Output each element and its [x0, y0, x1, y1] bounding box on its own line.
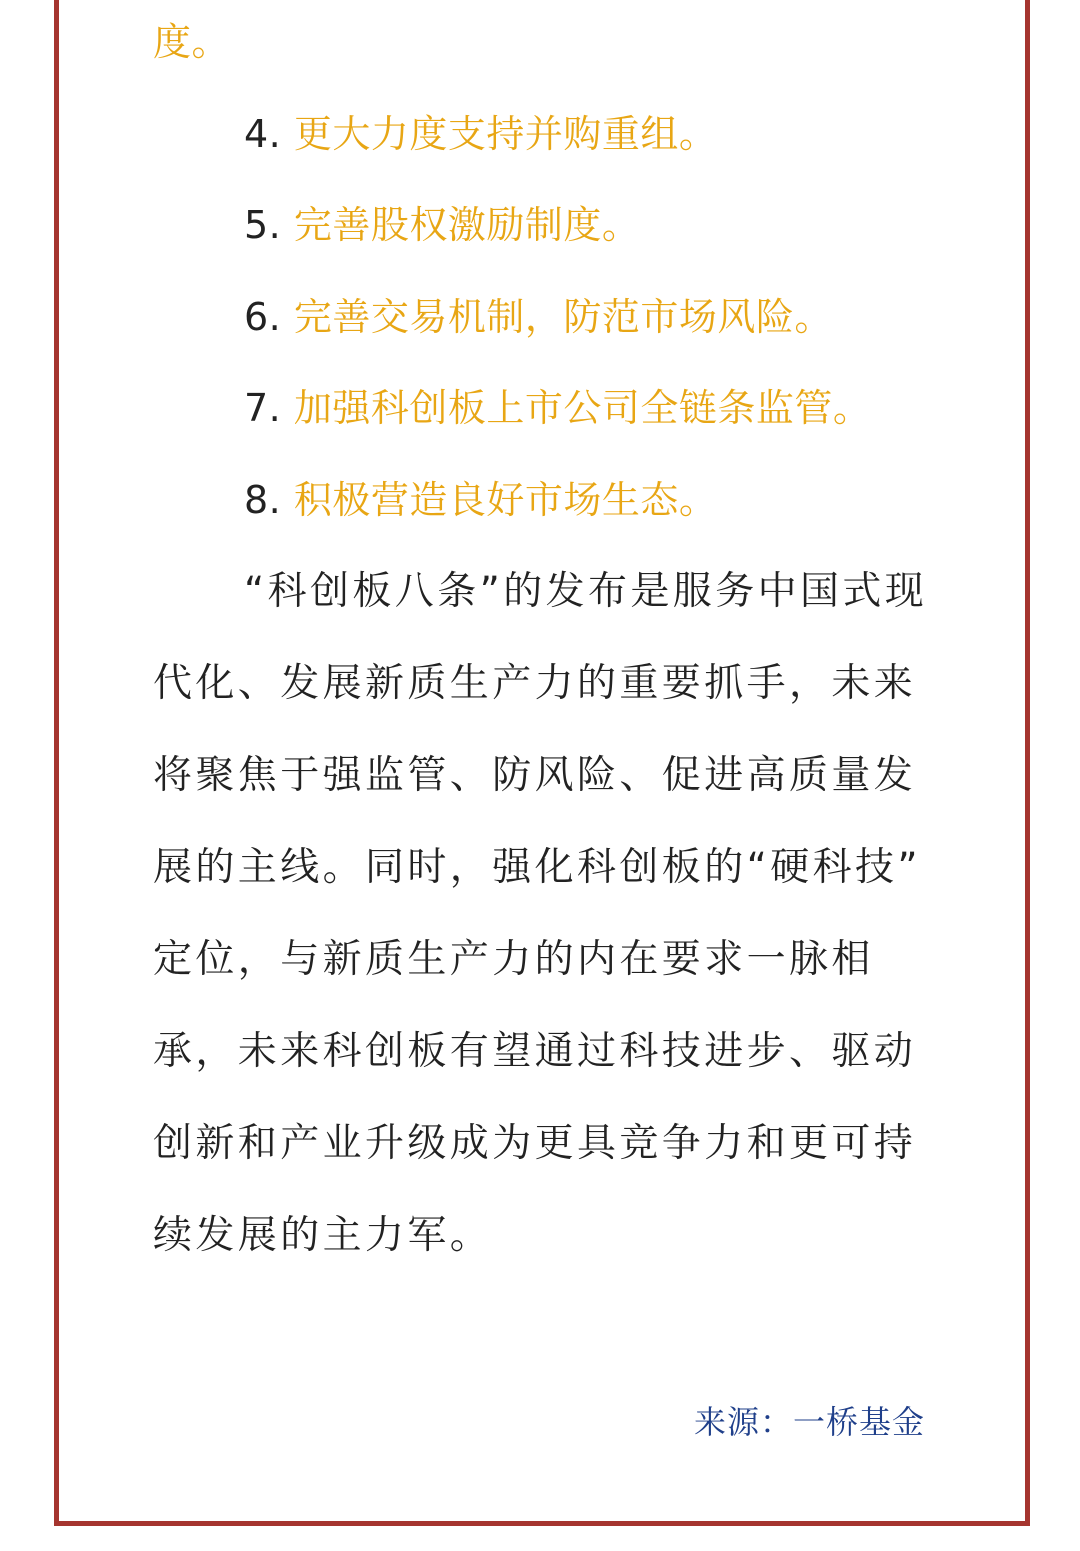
- list-item-text: 更大力度支持并购重组。: [293, 112, 718, 156]
- list-item-4: [244, 108, 717, 160]
- list-item-text: 完善股权激励制度。: [293, 203, 641, 247]
- paragraph-line-4: 展的主线。同时，强化科创板的“硬科技”: [153, 845, 922, 890]
- list-item-text: 完善交易机制，防范市场风险。: [293, 295, 833, 339]
- list-item-number: 4.: [244, 112, 282, 156]
- source-attribution: 来源：一桥基金: [693, 1403, 925, 1441]
- top-fragment-text: 度。: [153, 20, 231, 64]
- list-item-6: [244, 291, 833, 343]
- list-item-number: 6.: [244, 295, 282, 339]
- paragraph-line-2: 代化、发展新质生产力的重要抓手，未来: [153, 661, 917, 706]
- list-item-number: 7.: [244, 386, 282, 430]
- list-item-number: 5.: [244, 203, 282, 247]
- list-item-text: 加强科创板上市公司全链条监管。: [293, 386, 872, 430]
- paragraph-line-8: 续发展的主力军。: [153, 1213, 493, 1258]
- list-item-5: [244, 199, 640, 251]
- paragraph-line-3: 将聚焦于强监管、防风险、促进高质量发: [153, 753, 917, 798]
- paragraph-line-5: 定位，与新质生产力的内在要求一脉相: [153, 937, 874, 982]
- paragraph-line-7: 创新和产业升级成为更具竞争力和更可持: [153, 1121, 917, 1166]
- list-item-number: 8.: [244, 478, 282, 522]
- list-item-text: 积极营造良好市场生态。: [293, 478, 718, 522]
- list-item-7: [244, 382, 871, 434]
- paragraph-line-1: “科创板八条”的发布是服务中国式现: [244, 569, 928, 614]
- paragraph-line-6: 承，未来科创板有望通过科技进步、驱动: [153, 1029, 917, 1074]
- list-item-8: [244, 474, 717, 526]
